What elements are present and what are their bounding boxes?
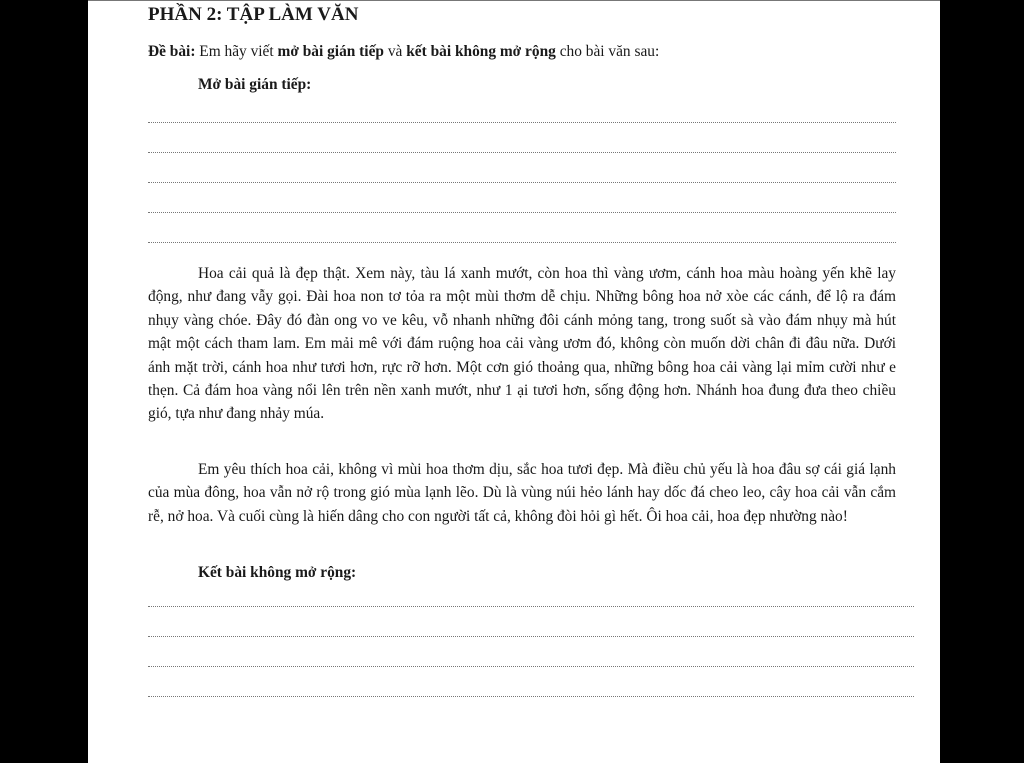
- conclusion-line-1[interactable]: [148, 606, 914, 607]
- prompt-text-2: và: [383, 43, 407, 60]
- conclusion-label: Kết bài không mở rộng:: [198, 564, 357, 581]
- prompt-text-3: cho bài văn sau:: [555, 43, 660, 60]
- essay-paragraph-2: Em yêu thích hoa cải, không vì mùi hoa thơm dịu, sắc hoa tươi đẹp. Mà điều chủ yếu là hoa đâu sợ cái giá lạnh của mùa đông, hoa vẫn nở rộ trong gió mùa lạnh lẽo. Dù là vùng núi hẻo lánh hay dốc đá cheo leo, cây hoa cải vẫn cắm rễ, nở hoa. Và cuối cùng là hiến dâng cho con người tất cả, không đòi hỏi gì hết. Ôi hoa cải, hoa đẹp nhường nào!: [148, 461, 896, 525]
- conclusion-line-4[interactable]: [148, 696, 914, 697]
- worksheet-page: [88, 0, 940, 763]
- intro-label: Mở bài gián tiếp:: [198, 76, 312, 93]
- prompt-bold-1: mở bài gián tiếp: [277, 43, 384, 60]
- prompt-text-1: Em hãy viết: [195, 43, 278, 60]
- conclusion-line-2[interactable]: [148, 636, 914, 637]
- answer-line-5[interactable]: [148, 242, 896, 243]
- section-heading: PHẦN 2: TẬP LÀM VĂN: [148, 4, 359, 25]
- top-border: [88, 0, 940, 1]
- conclusion-line-3[interactable]: [148, 666, 914, 667]
- essay-paragraph-1: Hoa cải quả là đẹp thật. Xem này, tàu lá xanh mướt, còn hoa thì vàng ươm, cánh hoa màu hoàng yến khẽ lay động, như đang vẫy gọi. Đài hoa non tơ tỏa ra một mùi thơm dễ chịu. Những bông hoa nở xòe các cánh, để lộ ra đám nhụy vàng chóe. Đây đó đàn ong vo ve kêu, vỗ nhanh những đôi cánh mỏng tang, trong suốt sà vào đám nhụy mà hút mật một cách tham lam. Em mải mê với đám ruộng hoa cải vàng ươm đó, không còn muốn dời chân đi đâu nữa. Dưới ánh mặt trời, cánh hoa như tươi hơn, rực rỡ hơn. Một cơn gió thoảng qua, những bông hoa cải vàng lại mỉm cười như e thẹn. Cả đám hoa vàng nổi lên trên nền xanh mướt, như 1 ại tươi hơn, sống động hơn. Nhánh hoa đung đưa theo chiều gió, tựa như đang nhảy múa.: [148, 265, 896, 423]
- answer-line-3[interactable]: [148, 182, 896, 183]
- answer-line-1[interactable]: [148, 122, 896, 123]
- prompt-bold-2: kết bài không mở rộng: [406, 43, 556, 60]
- prompt-label: Đề bài:: [148, 43, 196, 60]
- answer-line-4[interactable]: [148, 212, 896, 213]
- assignment-prompt: [148, 43, 659, 61]
- answer-line-2[interactable]: [148, 152, 896, 153]
